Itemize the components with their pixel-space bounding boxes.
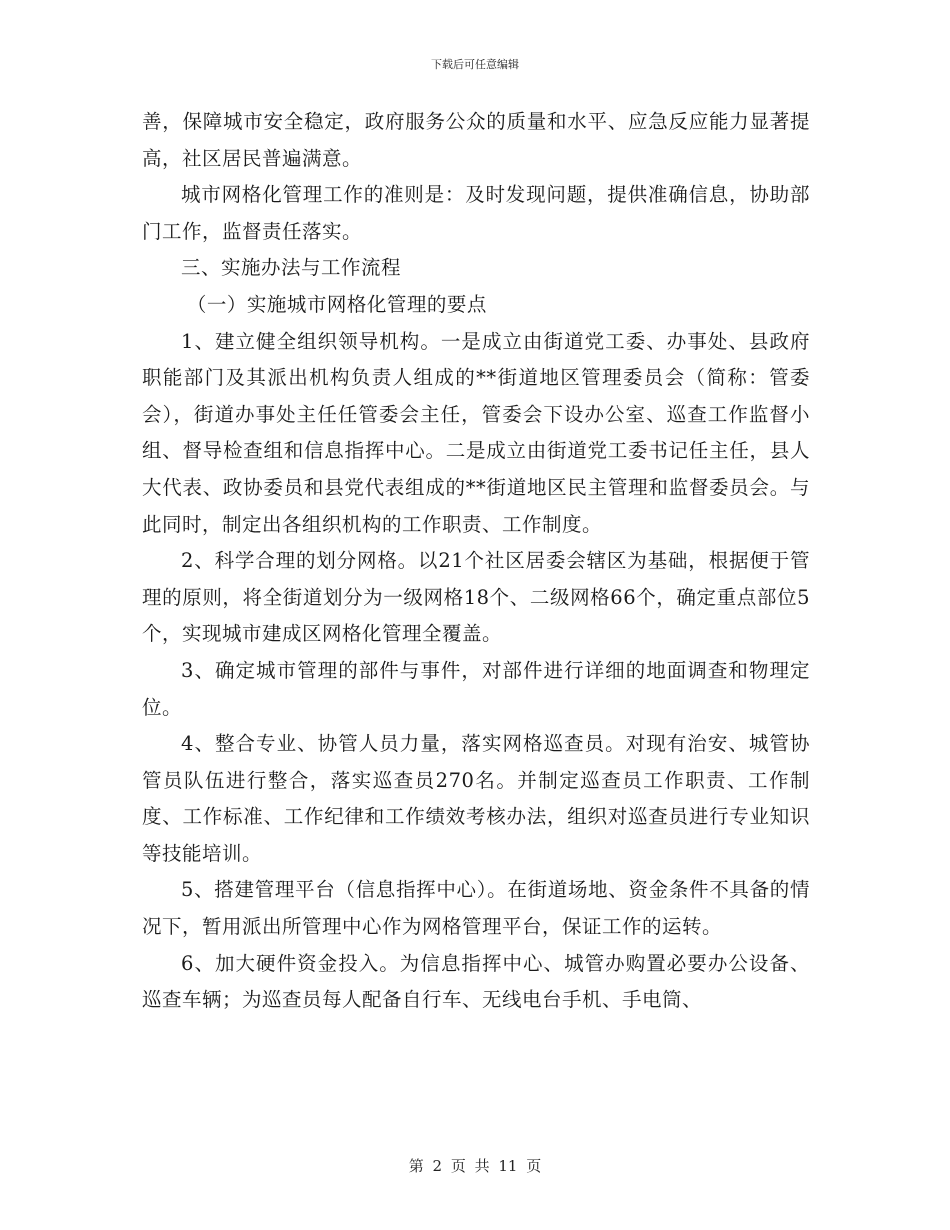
page-number-footer: 第 2 页 共 11 页 bbox=[408, 1157, 542, 1175]
paragraph-item-3: 3、确定城市管理的部件与事件，对部件进行详细的地面调查和物理定位。 bbox=[142, 658, 810, 719]
subsection-heading: （一）实施城市网格化管理的要点 bbox=[186, 292, 487, 316]
page-header: 下载后可任意编辑 bbox=[431, 58, 519, 71]
document-body bbox=[142, 104, 810, 1019]
paragraph-item-5: 5、搭建管理平台（信息指挥中心）。在街道场地、资金条件不具备的情况下，暂用派出所管理中心作为网格管理平台，保证工作的运转。 bbox=[142, 878, 810, 939]
paragraph-principles: 城市网格化管理工作的准则是：及时发现问题，提供准确信息，协助部门工作，监督责任落实。 bbox=[142, 183, 810, 243]
paragraph-item-4: 4、整合专业、协管人员力量，落实网格巡查员。对现有治安、城管协管员队伍进行整合，落实巡查员270名。并制定巡查员工作职责、工作制度、工作标准、工作纪律和工作绩效考核办法，组织对巡查员进行专业知识等技能培训。 bbox=[142, 732, 810, 865]
paragraph-continuation: 善，保障城市安全稳定，政府服务公众的质量和水平、应急反应能力显著提高，社区居民普遍满意。 bbox=[142, 110, 810, 170]
paragraph-item-6: 6、加大硬件资金投入。为信息指挥中心、城管办购置必要办公设备、巡查车辆；为巡查员每人配备自行车、无线电台手机、手电筒、 bbox=[142, 951, 810, 1012]
paragraph-item-2: 2、科学合理的划分网格。以21个社区居委会辖区为基础，根据便于管理的原则，将全街道划分为一级网格18个、二级网格66个，确定重点部位5个，实现城市建成区网格化管理全覆盖。 bbox=[142, 549, 810, 646]
section-heading: 三、实施办法与工作流程 bbox=[181, 256, 402, 280]
paragraph-item-1: 1、建立健全组织领导机构。一是成立由街道党工委、办事处、县政府职能部门及其派出机构负责人组成的**街道地区管理委员会（简称：管委会），街道办事处主任任管委会主任，管委会下设办公室、巡查工作监督小组、督导检查组和信息指挥中心。二是成立由街道党工委书记任主任，县人大代表、政协委员和县党代表组成的**街道地区民主管理和监督委员会。与此同时，制定出各组织机构的工作职责、工作制度。 bbox=[142, 329, 810, 536]
